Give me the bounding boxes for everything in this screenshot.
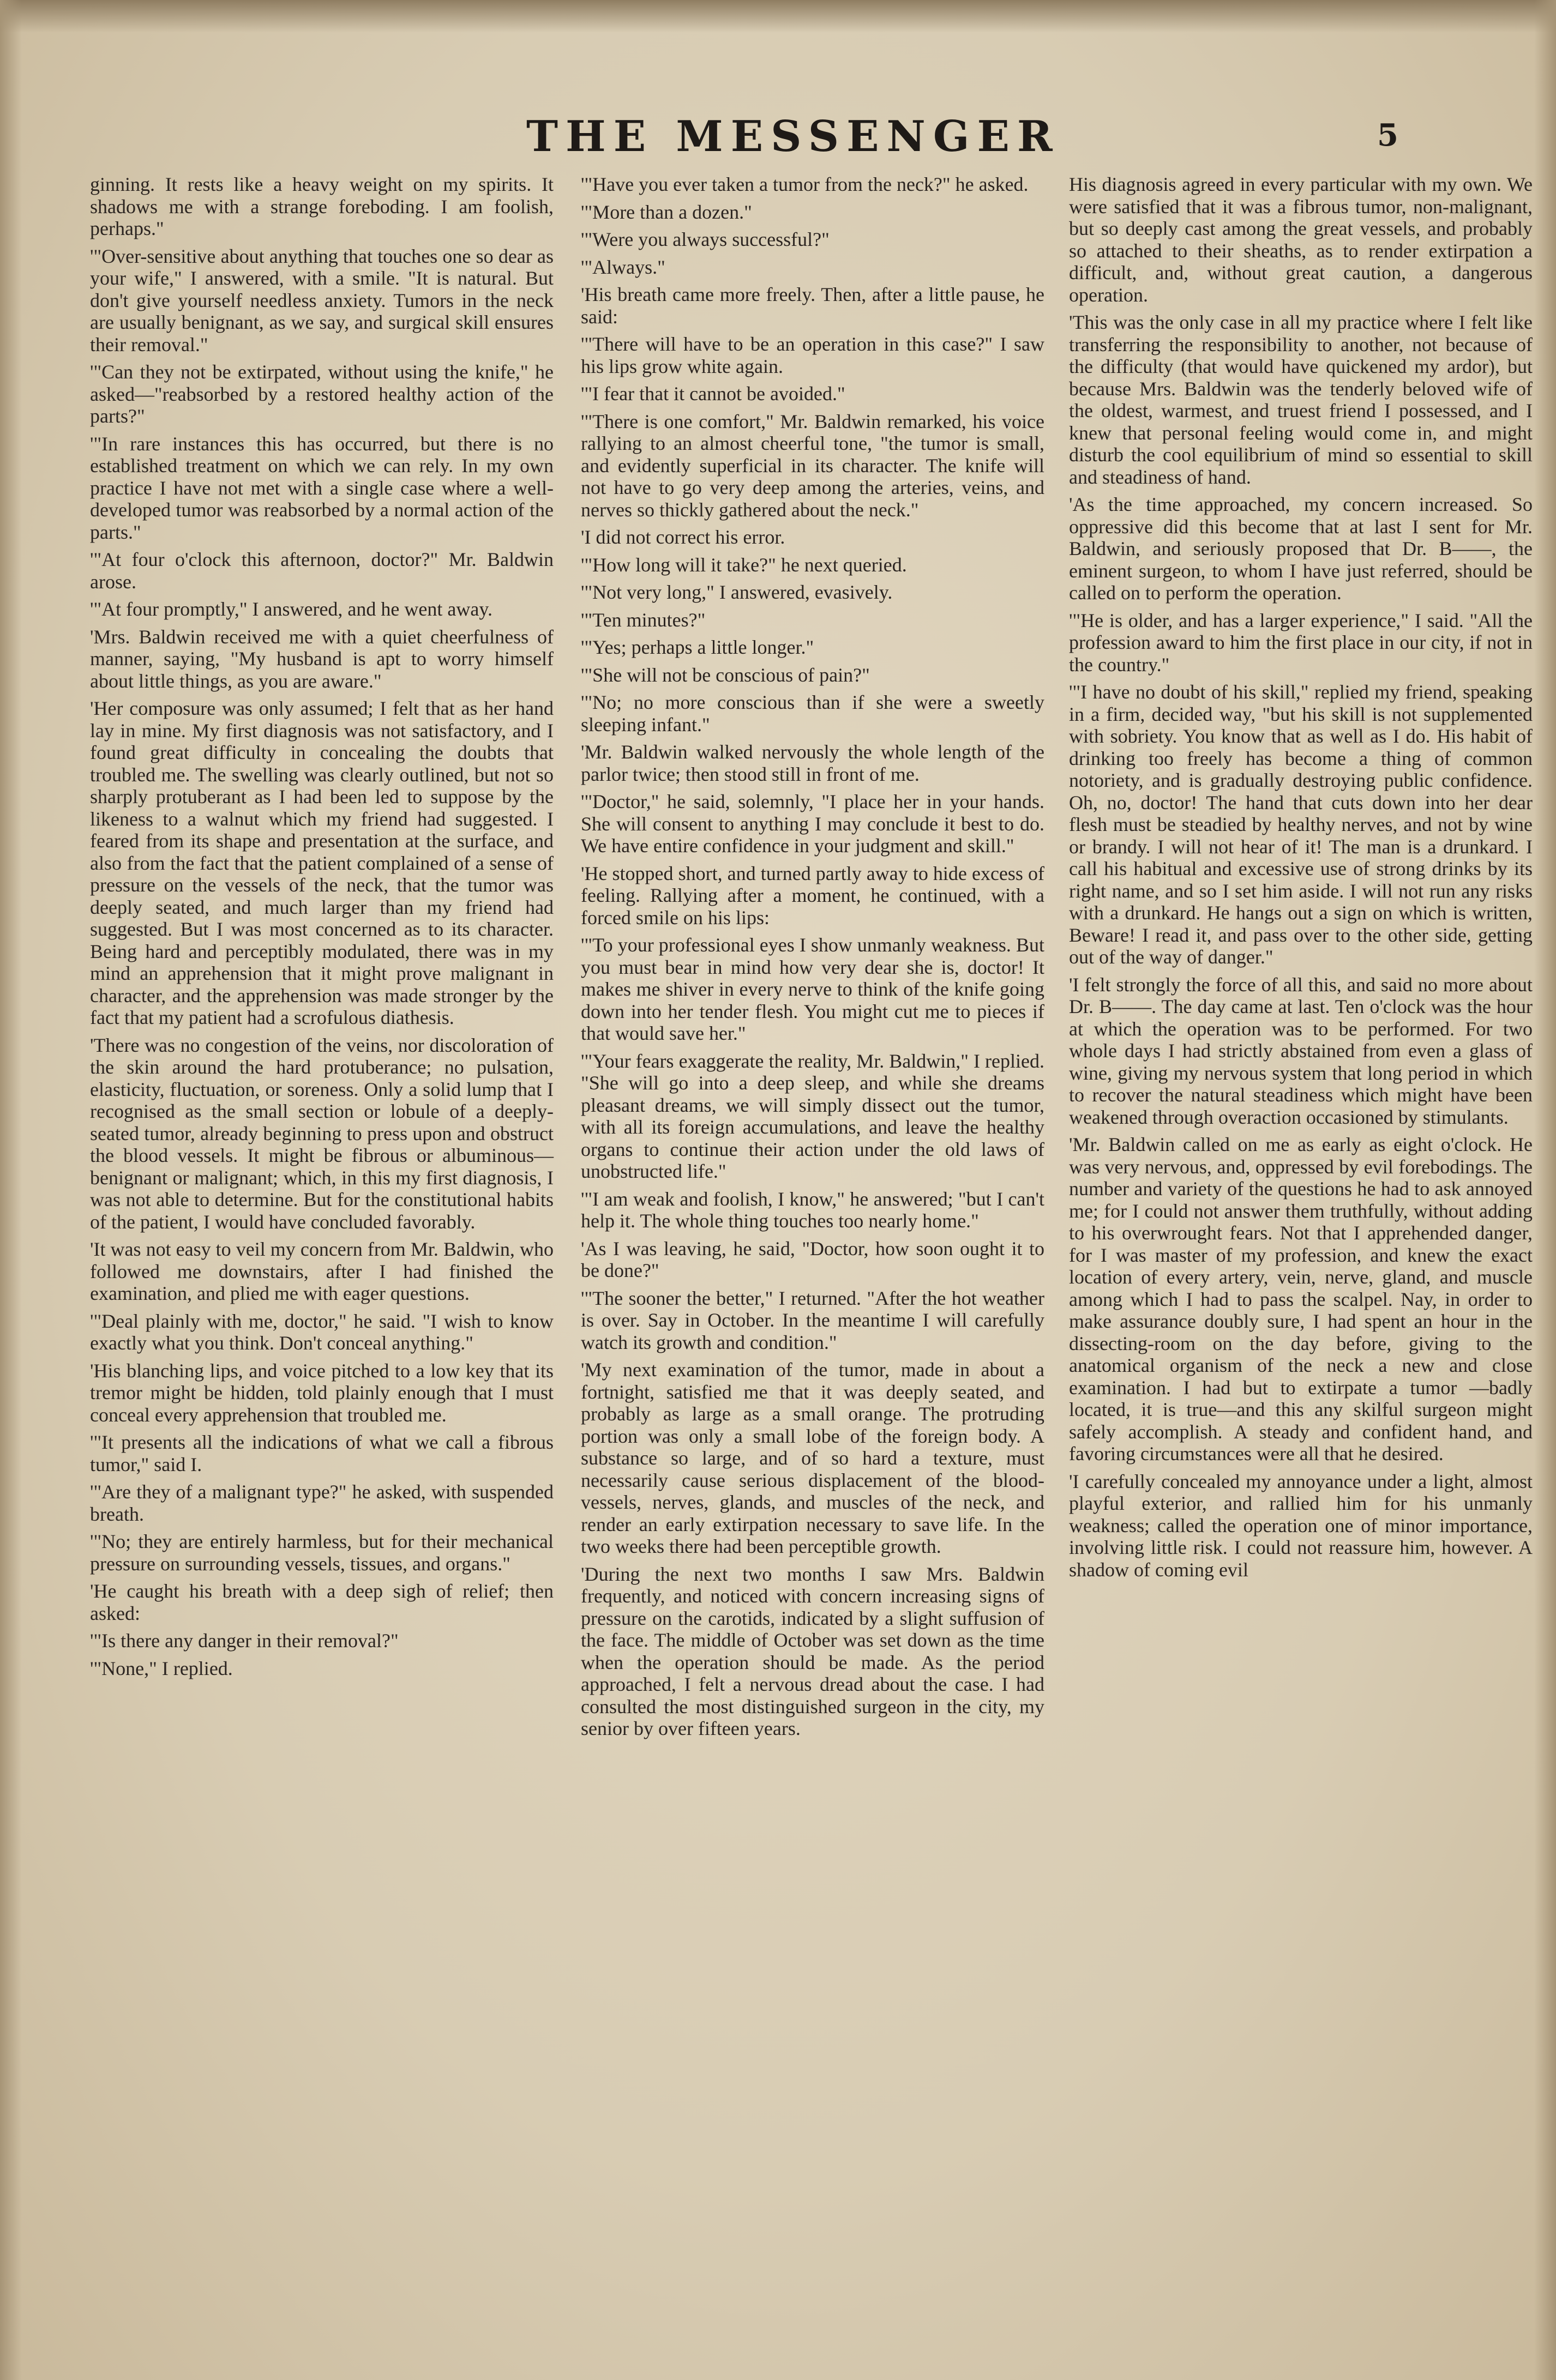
paragraph: 'This was the only case in all my practice where I felt like transferring the responsibility to another, not because of the difficulty (that would have quickened my ardor), but because Mrs. Baldwin was the tenderly beloved wife of the oldest, warmest, and truest friend I possessed, and I knew that personal feeling would come in, and might disturb the cool equilibrium of mind so essential to skill and steadiness of hand. bbox=[1069, 311, 1533, 488]
paragraph: '"There will have to be an operation in this case?" I saw his lips grow white again. bbox=[581, 333, 1044, 377]
paragraph: '"No; they are entirely harmless, but for their mechanical pressure on surrounding vessels, tissues, and organs." bbox=[90, 1531, 554, 1575]
page-edge-shadow-right bbox=[1534, 0, 1556, 2380]
text-column-3 bbox=[1069, 173, 1533, 1586]
paragraph: 'I felt strongly the force of all this, and said no more about Dr. B——. The day came at last. Ten o'clock was the hour at which the operation was to be performed. For two whole days I had strictly abstained from even a glass of wine, giving my nervous system that long period in which to recover the natural steadiness which might have been weakened through overaction occasioned by stimulants. bbox=[1069, 973, 1533, 1128]
paragraph: '"How long will it take?" he next queried. bbox=[581, 553, 907, 576]
paragraph: '"To your professional eyes I show unmanly weakness. But you must bear in mind how very dear she is, doctor! It makes me shiver in every nerve to think of the knife going down into her tender flesh. You might cut me to pieces if that would save her." bbox=[581, 934, 1044, 1044]
paragraph: '"Your fears exaggerate the reality, Mr. Baldwin," I replied. "She will go into a deep sleep, and while she dreams pleasant dreams, we will simply dissect out the tumor, with all its foreign accumulations, and leave the healthy organs to continue their action under the old laws of unobstructed life." bbox=[581, 1050, 1044, 1182]
paragraph: '"Not very long," I answered, evasively. bbox=[581, 581, 893, 603]
paragraph: '"Deal plainly with me, doctor," he said. "I wish to know exactly what you think. Don't conceal anything." bbox=[90, 1310, 554, 1354]
page-number: 5 bbox=[1377, 117, 1398, 153]
paragraph: ginning. It rests like a heavy weight on my spirits. It shadows me with a strange foreboding. I am foolish, perhaps." bbox=[90, 173, 554, 239]
paragraph: '"More than a dozen." bbox=[581, 201, 752, 223]
paragraph: 'I did not correct his error. bbox=[581, 526, 785, 548]
paragraph: 'As I was leaving, he said, "Doctor, how soon ought it to be done?" bbox=[581, 1237, 1044, 1281]
paragraph: 'Mrs. Baldwin received me with a quiet cheerfulness of manner, saying, "My husband is apt to worry himself about little things, as you are aware." bbox=[90, 625, 554, 692]
paragraph: '"None," I replied. bbox=[90, 1657, 233, 1679]
paragraph: '"Yes; perhaps a little longer." bbox=[581, 636, 814, 658]
paragraph: 'During the next two months I saw Mrs. Baldwin frequently, and noticed with concern increasing signs of pressure on the carotids, indicated by a slight suffusion of the face. The middle of October was set down as the time when the operation should be made. As the period approached, I felt a nervous dread about the case. I had consulted the most distinguished surgeon in the city, my senior by over fifteen years. bbox=[581, 1563, 1044, 1739]
paragraph: '"Can they not be extirpated, without using the knife," he asked—"reabsorbed by a restored healthy action of the parts?" bbox=[90, 361, 554, 427]
paragraph: '"Were you always successful?" bbox=[581, 228, 830, 250]
paragraph: 'My next examination of the tumor, made in about a fortnight, satisfied me that it was deeply seated, and probably as large as a small orange. The protruding portion was only a small lobe of the foreign body. A substance so large, and of so hard a texture, must necessarily cause serious displacement of the blood-vessels, nerves, glands, and muscles of the neck, and render an early extirpation necessary to save life. In the two weeks there had been perceptible growth. bbox=[581, 1359, 1044, 1557]
paragraph: 'He stopped short, and turned partly away to hide excess of feeling. Rallying after a moment, he continued, with a forced smile on his lips: bbox=[581, 862, 1044, 929]
paragraph: '"I am weak and foolish, I know," he answered; "but I can't help it. The whole thing touches too nearly home." bbox=[581, 1188, 1044, 1232]
paragraph: 'Mr. Baldwin walked nervously the whole length of the parlor twice; then stood still in front of me. bbox=[581, 741, 1044, 785]
text-column-1 bbox=[90, 173, 554, 1685]
paragraph: 'Mr. Baldwin called on me as early as eight o'clock. He was very nervous, and, oppressed by evil forebodings. The number and variety of the questions he had to ask annoyed me; for I could not answer them truthfully, without adding to his overwrought fears. Not that I apprehended danger, for I was master of my profession, and knew the exact location of every artery, vein, nerve, gland, and muscle among which I had to pass the scalpel. Nay, in order to make assurance doubly sure, I had spent an hour in the dissecting-room on the day before, giving to the anatomical organism of the neck a new and close examination. I had but to extirpate a tumor —badly located, it is true—and this any skilful surgeon might safely accomplish. A steady and confident hand, and favoring circumstances were all that he desired. bbox=[1069, 1134, 1533, 1465]
paragraph: '"Ten minutes?" bbox=[581, 608, 706, 631]
paragraph: 'Her composure was only assumed; I felt that as her hand lay in mine. My first diagnosis was not satisfactory, and I found great difficulty in concealing the doubts that troubled me. The swelling was clearly outlined, but not so sharply protuberant as I had been led to suppose by the likeness to a walnut which my friend had suggested. I feared from its shape and presentation at the surface, and also from the fact that the patient complained of a sense of pressure on the vessels of the neck, that the tumor was deeply seated, and much larger than my friend had suggested. But I was most concerned as to its character. Being hard and perceptibly modulated, there was in my mind an apprehension that it might prove malignant in character, and the apprehension was made stronger by the fact that my patient had a scrofulous diathesis. bbox=[90, 697, 554, 1028]
paragraph: '"She will not be conscious of pain?" bbox=[581, 664, 870, 686]
paragraph: '"Over-sensitive about anything that touches one so dear as your wife," I answered, with a smile. "It is natural. But don't give yourself needless anxiety. Tumors in the neck are usually benignant, as we say, and surgical skill ensures their removal." bbox=[90, 245, 554, 356]
paragraph: '"I fear that it cannot be avoided." bbox=[581, 383, 845, 405]
paragraph: '"Are they of a malignant type?" he asked, with suspended breath. bbox=[90, 1481, 554, 1525]
paragraph: '"At four promptly," I answered, and he went away. bbox=[90, 598, 492, 620]
paragraph: 'There was no congestion of the veins, nor discoloration of the skin around the hard protuberance; no pulsation, elasticity, fluctuation, or soreness. Only a solid lump that I recognised as the small section or lobule of a deeply-seated tumor, already beginning to press upon and obstruct the blood vessels. It might be fibrous or albuminous—benignant or malignant; which, in this my first diagnosis, I was not able to determine. But for the constitutional habits of the patient, I would have concluded favorably. bbox=[90, 1034, 554, 1233]
paragraph: 'I carefully concealed my annoyance under a light, almost playful exterior, and rallied him for his unmanly weakness; called the operation one of minor importance, involving little risk. I could not reassure him, however. A shadow of coming evil bbox=[1069, 1470, 1533, 1581]
paragraph: '"Doctor," he said, solemnly, "I place her in your hands. She will consent to anything I may conclude it best to do. We have entire confidence in your judgment and skill." bbox=[581, 791, 1044, 857]
text-column-2 bbox=[581, 173, 1044, 1745]
paragraph: '"The sooner the better," I returned. "After the hot weather is over. Say in October. In the meantime I will carefully watch its growth and condition." bbox=[581, 1287, 1044, 1353]
paragraph: 'As the time approached, my concern increased. So oppressive did this become that at last I sent for Mr. Baldwin, and seriously proposed that Dr. B——, the eminent surgeon, to whom I have just referred, should be called on to perform the operation. bbox=[1069, 493, 1533, 604]
paragraph: '"It presents all the indications of what we call a fibrous tumor," said I. bbox=[90, 1431, 554, 1475]
paragraph: '"Have you ever taken a tumor from the neck?" he asked. bbox=[581, 173, 1029, 195]
paragraph: His diagnosis agreed in every particular with my own. We were satisfied that it was a fibrous tumor, non-malignant, but so deeply cast among the great vessels, and probably so attached to their sheaths, as to render extirpation a difficult, and, without great caution, a dangerous operation. bbox=[1069, 173, 1533, 306]
page-edge-shadow-left bbox=[0, 0, 22, 2380]
paragraph: '"I have no doubt of his skill," replied my friend, speaking in a firm, decided way, "but his skill is not supplemented with sobriety. You know that as well as I do. His habit of drinking too freely has become a thing of common notoriety, and is gradually destroying public confidence. Oh, no, doctor! The hand that cuts down into her dear flesh must be steadied by healthy nerves, and not by wine or brandy. I will not hear of it! The man is a drunkard. I call his habitual and excessive use of strong drinks by its right name, and so I set him aside. I will not run any risks with a drunkard. He hangs out a sign on which is written, Beware! I read it, and pass over to the other side, getting out of the way of danger." bbox=[1069, 681, 1533, 968]
paragraph: 'His breath came more freely. Then, after a little pause, he said: bbox=[581, 284, 1044, 328]
paragraph: '"At four o'clock this afternoon, doctor?" Mr. Baldwin arose. bbox=[90, 549, 554, 593]
masthead: THE MESSENGER bbox=[526, 112, 1060, 161]
paragraph: '"No; no more conscious than if she were a sweetly sleeping infant." bbox=[581, 691, 1044, 736]
paragraph: 'He caught his breath with a deep sigh of relief; then asked: bbox=[90, 1580, 554, 1624]
paragraph: '"There is one comfort," Mr. Baldwin remarked, his voice rallying to an almost cheerful tone, "the tumor is small, and evidently superficial in its character. The knife will not have to go very deep among the arteries, veins, and nerves so thickly gathered about the neck." bbox=[581, 410, 1044, 521]
paragraph: '"In rare instances this has occurred, but there is no established treatment on which we can rely. In my own practice I have not met with a single case where a well-developed tumor was reabsorbed by a normal action of the parts." bbox=[90, 432, 554, 543]
paragraph: 'His blanching lips, and voice pitched to a low key that its tremor might be hidden, told plainly enough that I must conceal every apprehension that troubled me. bbox=[90, 1359, 554, 1426]
paragraph: '"He is older, and has a larger experience," I said. "All the profession award to him the first place in our city, if not in the country." bbox=[1069, 609, 1533, 676]
paragraph: '"Always." bbox=[581, 256, 665, 278]
paragraph: '"Is there any danger in their removal?" bbox=[90, 1630, 399, 1652]
paragraph: 'It was not easy to veil my concern from Mr. Baldwin, who followed me downstairs, after I had finished the examination, and plied me with eager questions. bbox=[90, 1238, 554, 1304]
page-edge-shadow-top bbox=[0, 0, 1556, 33]
